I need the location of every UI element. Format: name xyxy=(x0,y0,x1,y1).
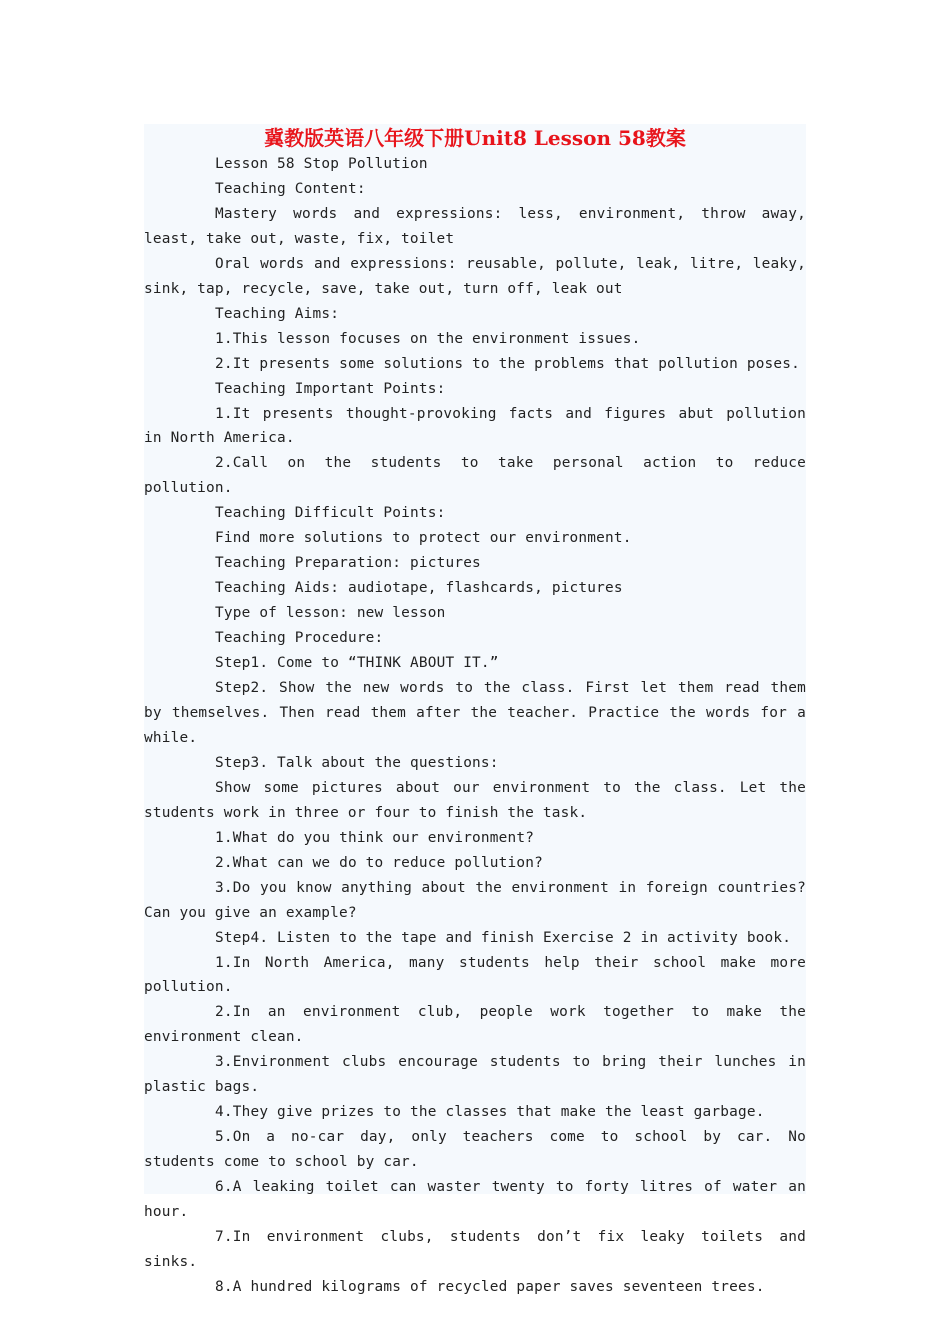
paragraph: Step1. Come to “THINK ABOUT IT.” xyxy=(215,655,499,672)
paragraph: Find more solutions to protect our environment. xyxy=(215,530,632,547)
paragraph: Step3. Talk about the questions: xyxy=(215,754,499,771)
paragraph: Type of lesson: new lesson xyxy=(215,605,446,622)
paragraph: 6.A leaking toilet can waster twenty to forty litres of water an hour. xyxy=(144,1179,806,1221)
paragraph: 1.It presents thought-provoking facts and figures abut pollution in North America. xyxy=(144,405,806,447)
paragraph: Teaching Aids: audiotape, flashcards, pictures xyxy=(215,580,623,597)
paragraph: 2.Call on the students to take personal action to reduce pollution. xyxy=(144,455,806,497)
paragraph: 1.What do you think our environment? xyxy=(215,829,535,846)
paragraph: 1.This lesson focuses on the environment issues. xyxy=(215,330,641,347)
paragraph: 1.In North America, many students help their school make more pollution. xyxy=(144,954,806,996)
paragraph: Mastery words and expressions: less, environment, throw away, least, take out, waste, fix, toilet xyxy=(144,205,806,247)
document-page xyxy=(144,124,806,1295)
paragraph: 3.Environment clubs encourage students to bring their lunches in plastic bags. xyxy=(144,1054,806,1096)
paragraph: Teaching Aims: xyxy=(215,305,340,322)
paragraph: 4.They give prizes to the classes that make the least garbage. xyxy=(215,1104,765,1121)
paragraph: Show some pictures about our environment to the class. Let the students work in three or four to finish the task. xyxy=(144,779,806,821)
paragraph: 3.Do you know anything about the environment in foreign countries? Can you give an example? xyxy=(144,879,806,921)
paragraph: Teaching Important Points: xyxy=(215,380,446,397)
document-body xyxy=(144,152,806,1300)
paragraph: Step2. Show the new words to the class. First let them read them by themselves. Then read them after the teacher. Practice the words for a while. xyxy=(144,680,806,746)
paragraph: Teaching Preparation: pictures xyxy=(215,555,481,572)
paragraph: 2.What can we do to reduce pollution? xyxy=(215,854,543,871)
paragraph: Lesson 58 Stop Pollution xyxy=(215,156,428,172)
paragraph: 5.On a no-car day, only teachers come to school by car. No students come to school by car. xyxy=(144,1129,806,1171)
paragraph: Teaching Difficult Points: xyxy=(215,505,446,522)
paragraph: Teaching Content: xyxy=(215,180,366,197)
paragraph: Oral words and expressions: reusable, pollute, leak, litre, leaky, sink, tap, recycle, save, take out, turn off, leak out xyxy=(144,255,806,297)
document-title: 冀教版英语八年级下册Unit8 Lesson 58教案 xyxy=(264,126,686,150)
paragraph: 7.In environment clubs, students don’t fix leaky toilets and sinks. xyxy=(144,1228,806,1270)
paragraph: Step4. Listen to the tape and finish Exercise 2 in activity book. xyxy=(215,929,792,946)
paragraph: 2.In an environment club, people work together to make the environment clean. xyxy=(144,1004,806,1046)
paragraph: Teaching Procedure: xyxy=(215,630,384,647)
paragraph: 2.It presents some solutions to the problems that pollution poses. xyxy=(215,355,801,372)
paragraph: 8.A hundred kilograms of recycled paper saves seventeen trees. xyxy=(215,1278,765,1295)
